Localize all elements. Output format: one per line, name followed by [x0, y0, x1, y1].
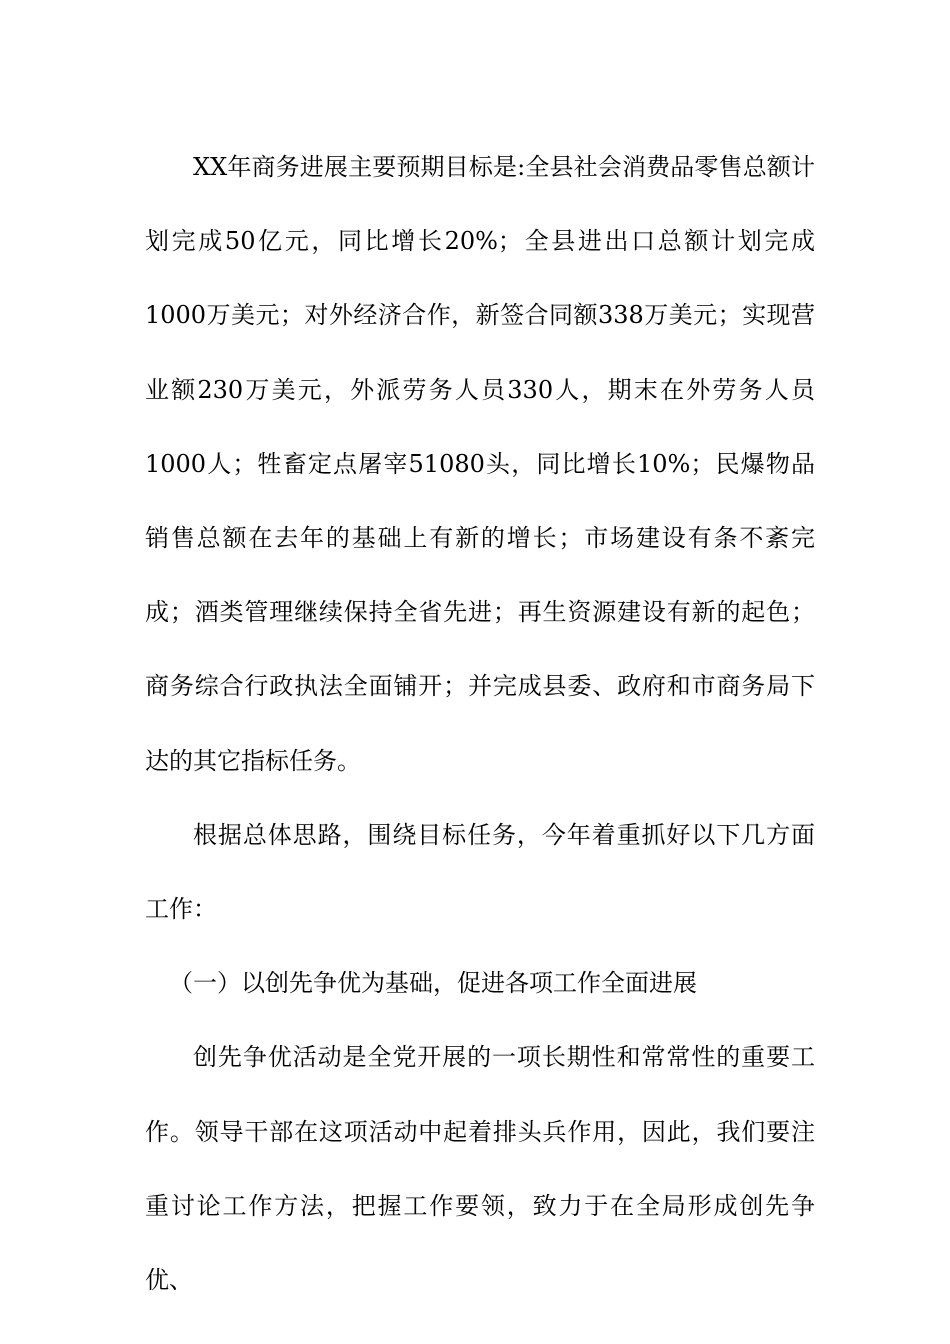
paragraph-excellence: 创先争优活动是全党开展的一项长期性和常常性的重要工作。领导干部在这项活动中起着排头兵作用，因此，我们要注重讨论工作方法，把握工作要领，致力于在全局形成创先争优、 — [145, 1043, 815, 1295]
paragraph-targets: XX年商务进展主要预期目标是:全县社会消费品零售总额计划完成50亿元，同比增长20%；全县进出口总额计划完成1000万美元；对外经济合作，新签合同额338万美元；实现营业额230万美元，外派劳务人员330人，期末在外劳务人员1000人；牲畜定点屠宰51080头，同比增长10%；民爆物品销售总额在去年的基础上有新的增长；市场建设有条不紊完成；酒类管理继续保持全省先进；再生资源建设有新的起色；商务综合行政执法全面铺开；并完成县委、政府和市商务局下达的其它指标任务。 — [145, 153, 815, 775]
section-heading-1: （一）以创先争优为基础，促进各项工作全面进展 — [169, 969, 697, 998]
document-body — [145, 130, 815, 1317]
paragraph-focus-intro: 根据总体思路，围绕目标任务，今年着重抓好以下几方面工作： — [145, 820, 815, 924]
